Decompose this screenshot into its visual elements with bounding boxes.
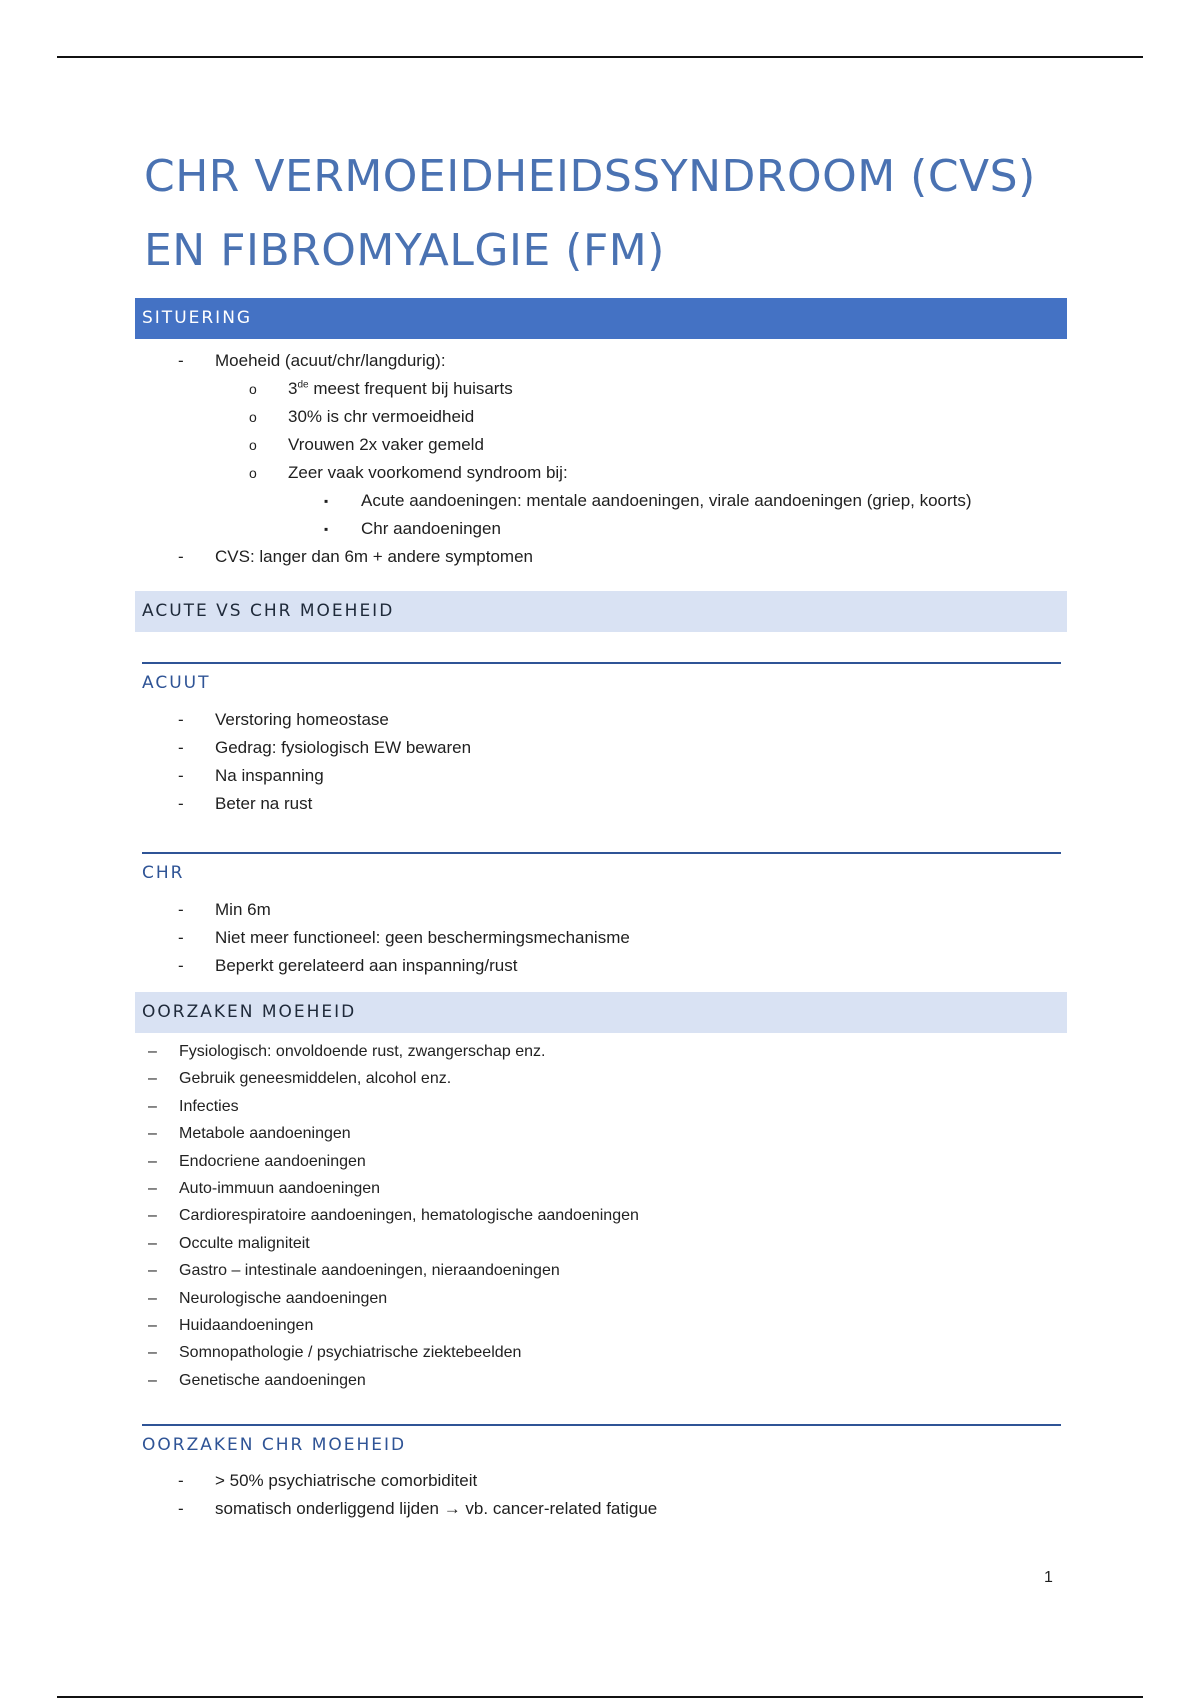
footer-rule: [57, 1696, 1143, 1698]
circle-bullet: o: [249, 409, 257, 425]
circle-bullet: o: [249, 437, 257, 453]
page-number: 1: [1044, 1569, 1053, 1586]
dash-bullet: -: [178, 710, 184, 729]
list-item: – Gastro – intestinale aandoeningen, nieraandoeningen: [135, 1257, 1067, 1284]
list-item: ▪ Acute aandoeningen: mentale aandoeningen, virale aandoeningen (griep, koorts): [135, 487, 1067, 515]
dash-bullet: –: [148, 1234, 157, 1252]
list-item: – Occulte maligniteit: [135, 1230, 1067, 1257]
list-item: – Infecties: [135, 1093, 1067, 1120]
list-item: – Endocriene aandoeningen: [135, 1148, 1067, 1175]
list-item: – Huidaandoeningen: [135, 1312, 1067, 1339]
list-item: – Genetische aandoeningen: [135, 1367, 1067, 1394]
list-item: – Somnopathologie / psychiatrische ziektebeelden: [135, 1339, 1067, 1366]
list-item: - Niet meer functioneel: geen beschermingsmechanisme: [135, 924, 1067, 952]
list-item: - Gedrag: fysiologisch EW bewaren: [135, 734, 1067, 762]
document-body: [135, 140, 1067, 1523]
list-item: – Gebruik geneesmiddelen, alcohol enz.: [135, 1065, 1067, 1092]
oorzaken-chr-list: [135, 1467, 1067, 1523]
dash-bullet: -: [178, 956, 184, 975]
dash-bullet: -: [178, 900, 184, 919]
chr-list: [135, 896, 1067, 980]
document-title: [144, 140, 1067, 288]
dash-bullet: -: [178, 794, 184, 813]
square-bullet: ▪: [324, 522, 329, 536]
list-item: ▪ Chr aandoeningen: [135, 515, 1067, 543]
circle-bullet: o: [249, 465, 257, 481]
title-line-1: CHR VERMOEIDHEIDSSYNDROOM (CVS): [144, 151, 1036, 202]
dash-bullet: –: [148, 1070, 157, 1088]
dash-bullet: -: [178, 1471, 184, 1491]
list-item: – Fysiologisch: onvoldoende rust, zwangerschap enz.: [135, 1038, 1067, 1065]
situering-list: [135, 347, 1067, 571]
dash-bullet: -: [178, 738, 184, 757]
list-item: - Na inspanning: [135, 762, 1067, 790]
subheading-acuut: ACUUT: [142, 662, 1061, 693]
list-item: - Beter na rust: [135, 790, 1067, 818]
list-item: - CVS: langer dan 6m + andere symptomen: [135, 543, 1067, 571]
list-item: - Moeheid (acuut/chr/langdurig):: [135, 347, 1067, 375]
heading-oorzaken-moeheid: OORZAKEN MOEHEID: [135, 992, 1067, 1033]
list-item: - Beperkt gerelateerd aan inspanning/rust: [135, 952, 1067, 980]
list-item: - Verstoring homeostase: [135, 706, 1067, 734]
square-bullet: ▪: [324, 494, 329, 508]
list-item: o 30% is chr vermoeidheid: [135, 403, 1067, 431]
list-item: - somatisch onderliggend lijden → vb. cancer-related fatigue: [135, 1495, 1067, 1523]
dash-bullet: –: [148, 1097, 157, 1115]
list-item: – Metabole aandoeningen: [135, 1120, 1067, 1147]
subheading-chr: CHR: [142, 852, 1061, 883]
dash-bullet: –: [148, 1179, 157, 1197]
dash-bullet: –: [148, 1289, 157, 1307]
list-item: - > 50% psychiatrische comorbiditeit: [135, 1467, 1067, 1495]
dash-bullet: -: [178, 766, 184, 785]
dash-bullet: –: [148, 1152, 157, 1170]
dash-bullet: -: [178, 547, 184, 566]
dash-bullet: –: [148, 1316, 157, 1334]
list-item: o Vrouwen 2x vaker gemeld: [135, 431, 1067, 459]
oorzaken-list: [135, 1038, 1067, 1394]
circle-bullet: o: [249, 381, 257, 397]
heading-situering: SITUERING: [135, 298, 1067, 339]
dash-bullet: –: [148, 1371, 157, 1389]
dash-bullet: –: [148, 1207, 157, 1225]
dash-bullet: -: [178, 928, 184, 947]
list-item: o 3de meest frequent bij huisarts: [135, 375, 1067, 403]
list-item: – Cardiorespiratoire aandoeningen, hematologische aandoeningen: [135, 1202, 1067, 1229]
title-line-2: EN FIBROMYALGIE (FM): [144, 225, 665, 276]
dash-bullet: –: [148, 1125, 157, 1143]
dash-bullet: -: [178, 351, 184, 370]
header-rule: [57, 56, 1143, 58]
list-item: – Neurologische aandoeningen: [135, 1285, 1067, 1312]
acuut-list: [135, 706, 1067, 818]
dash-bullet: -: [178, 1499, 184, 1519]
dash-bullet: –: [148, 1344, 157, 1362]
list-item: o Zeer vaak voorkomend syndroom bij:: [135, 459, 1067, 487]
subheading-oorzaken-chr: OORZAKEN CHR MOEHEID: [142, 1424, 1061, 1455]
dash-bullet: –: [148, 1262, 157, 1280]
list-item: – Auto-immuun aandoeningen: [135, 1175, 1067, 1202]
dash-bullet: –: [148, 1043, 157, 1060]
heading-acute-vs-chr: ACUTE VS CHR MOEHEID: [135, 591, 1067, 632]
list-item: - Min 6m: [135, 896, 1067, 924]
